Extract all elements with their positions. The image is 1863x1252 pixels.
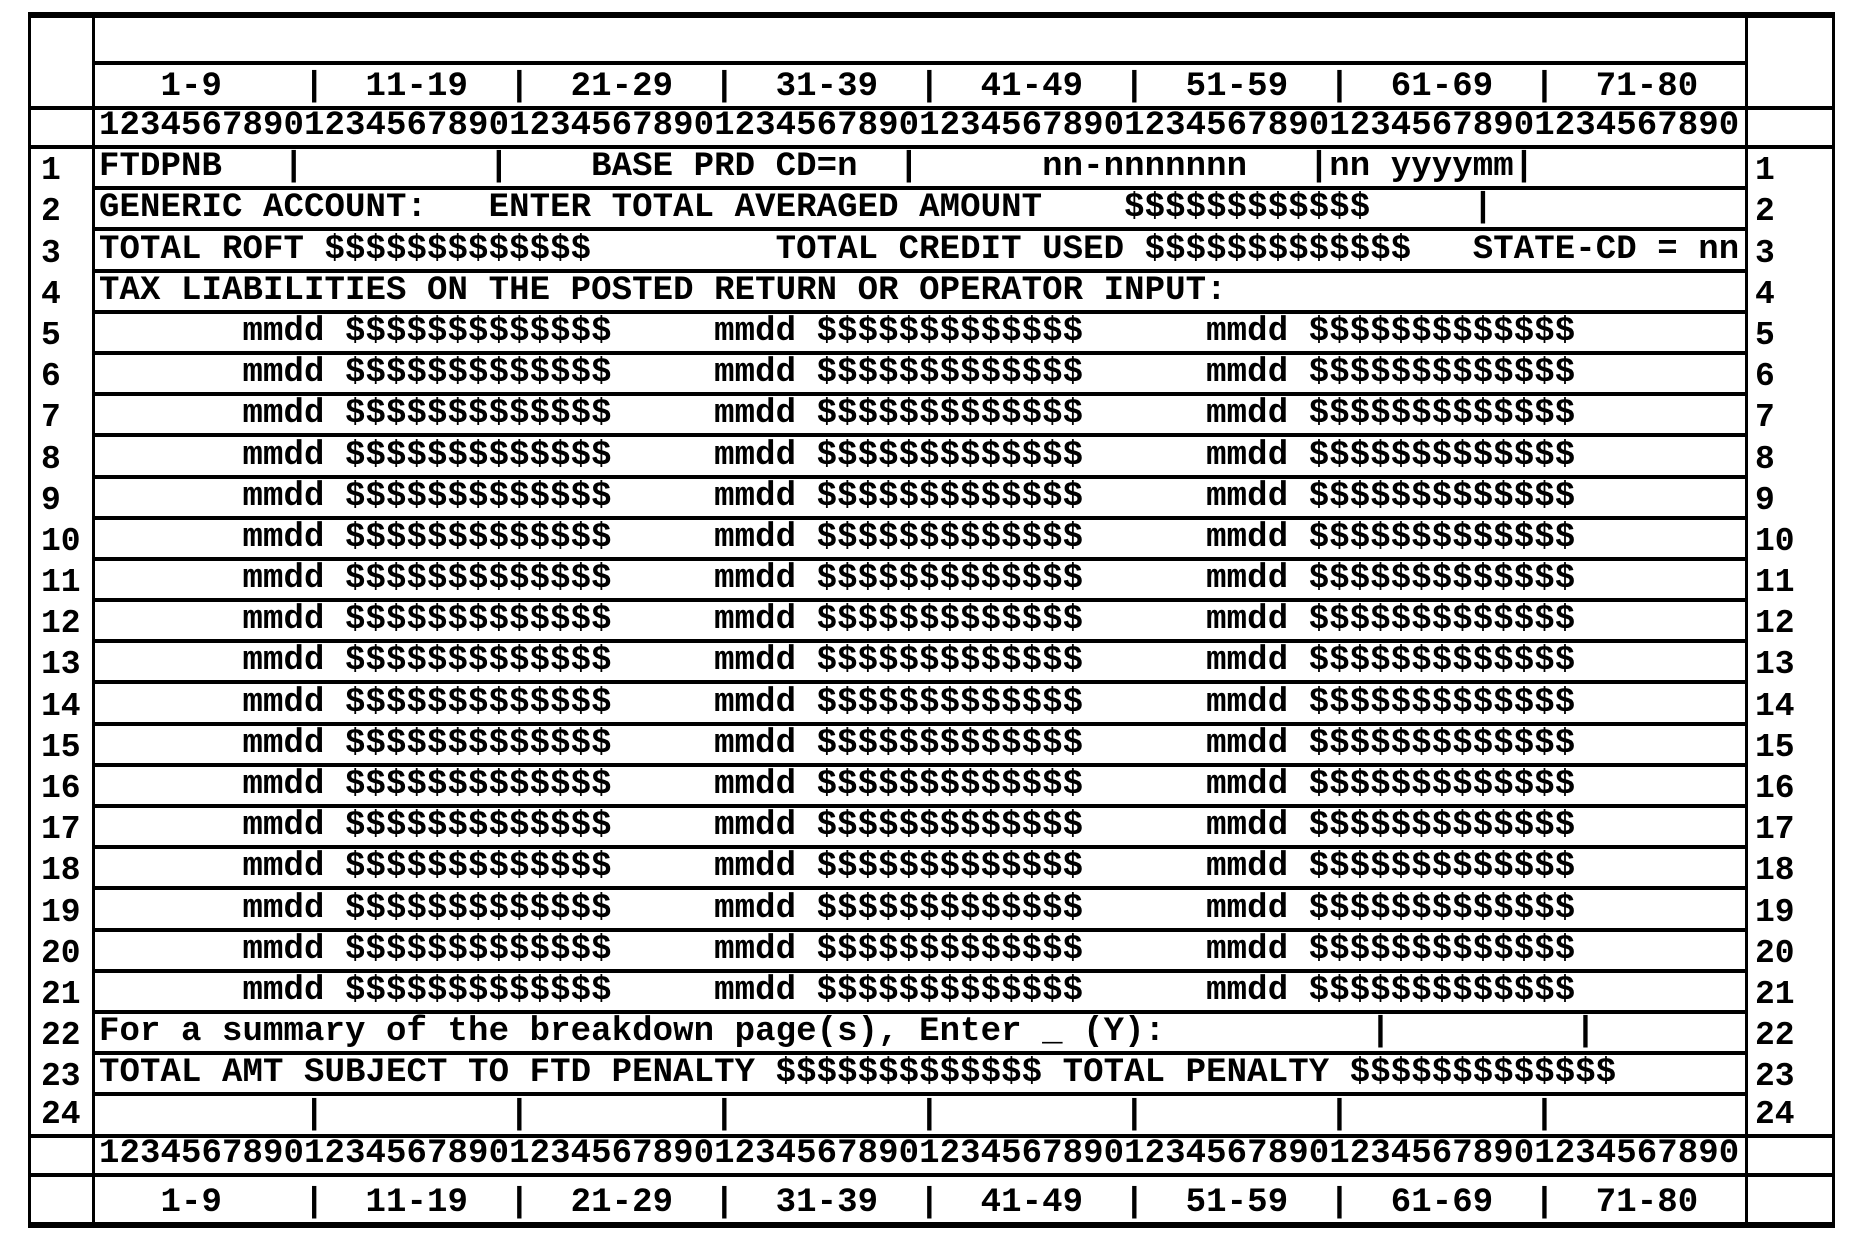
screen-row-content: For a summary of the breakdown page(s), Enter _ (Y): | |: [92, 1014, 1748, 1055]
column-group-header-bottom: [31, 1177, 1832, 1222]
row-number-left: [31, 110, 92, 145]
row-number-right: 24: [1755, 1096, 1795, 1133]
row-number-left: 17: [41, 811, 81, 849]
screen-row-content: mmdd $$$$$$$$$$$$$ mmdd $$$$$$$$$$$$$ mmdd $$$$$$$$$$$$$: [92, 355, 1748, 396]
screen-row-5: [31, 314, 1832, 355]
screen-row-7: [31, 396, 1832, 437]
row-number-right: 3: [1755, 234, 1775, 272]
row-number-left: 7: [41, 399, 61, 437]
top-margin-row: [31, 18, 1832, 65]
row-number-left: 14: [41, 687, 81, 725]
column-ruler-digits: 12345678901234567890123456789012345678901234567890123456789012345678901234567890: [92, 110, 1748, 145]
screen-row-content: mmdd $$$$$$$$$$$$$ mmdd $$$$$$$$$$$$$ mmdd $$$$$$$$$$$$$: [92, 684, 1748, 725]
screen-row-content: mmdd $$$$$$$$$$$$$ mmdd $$$$$$$$$$$$$ mmdd $$$$$$$$$$$$$: [92, 479, 1748, 520]
screen-row-content: mmdd $$$$$$$$$$$$$ mmdd $$$$$$$$$$$$$ mmdd $$$$$$$$$$$$$: [92, 602, 1748, 643]
row-number-left: 11: [41, 564, 81, 602]
row-number-right: 10: [1755, 522, 1795, 560]
row-number-right: 14: [1755, 687, 1795, 725]
row-number-left: 9: [41, 481, 61, 519]
row-number-right: 20: [1755, 934, 1795, 972]
layout-grid-table: [28, 12, 1835, 1228]
screen-row-14: [31, 684, 1832, 725]
screen-row-20: [31, 932, 1832, 973]
screen-row-content: mmdd $$$$$$$$$$$$$ mmdd $$$$$$$$$$$$$ mmdd $$$$$$$$$$$$$: [92, 643, 1748, 684]
screen-row-2: [31, 190, 1832, 231]
row-number-left: 5: [41, 316, 61, 354]
row-number-left: 16: [41, 770, 81, 807]
row-number-left: 2: [41, 193, 61, 231]
row-number-left: 6: [41, 358, 61, 396]
row-number-right: 8: [1755, 440, 1775, 478]
row-number-right: 7: [1755, 399, 1775, 437]
screen-row-24: [31, 1096, 1832, 1137]
row-number-left: [31, 1138, 92, 1173]
row-number-left: 12: [41, 605, 81, 643]
screen-row-content: mmdd $$$$$$$$$$$$$ mmdd $$$$$$$$$$$$$ mmdd $$$$$$$$$$$$$: [92, 767, 1748, 808]
screen-row-content: mmdd $$$$$$$$$$$$$ mmdd $$$$$$$$$$$$$ mmdd $$$$$$$$$$$$$: [92, 396, 1748, 437]
row-number-right: [1748, 1177, 1832, 1222]
screen-row-content: mmdd $$$$$$$$$$$$$ mmdd $$$$$$$$$$$$$ mmdd $$$$$$$$$$$$$: [92, 520, 1748, 561]
screen-row-content: TOTAL ROFT $$$$$$$$$$$$$ TOTAL CREDIT USED $$$$$$$$$$$$$ STATE-CD = nn: [92, 231, 1748, 272]
screen-row-19: [31, 890, 1832, 931]
row-number-left: 22: [41, 1017, 81, 1055]
screen-row-4: [31, 273, 1832, 314]
screen-row-17: [31, 808, 1832, 849]
row-number-left: 20: [41, 934, 81, 972]
column-ruler-top: [31, 110, 1832, 149]
row-number-right: 15: [1755, 728, 1795, 766]
row-number-left: 15: [41, 728, 81, 766]
screen-row-21: [31, 973, 1832, 1014]
screen-row-11: [31, 561, 1832, 602]
screen-row-content: mmdd $$$$$$$$$$$$$ mmdd $$$$$$$$$$$$$ mmdd $$$$$$$$$$$$$: [92, 561, 1748, 602]
row-number-right: 19: [1755, 893, 1795, 931]
screen-row-22: [31, 1014, 1832, 1055]
screen-row-content: mmdd $$$$$$$$$$$$$ mmdd $$$$$$$$$$$$$ mmdd $$$$$$$$$$$$$: [92, 726, 1748, 767]
blank-line: [92, 18, 1748, 65]
column-group-header-top: [31, 65, 1832, 110]
row-number-left: [31, 18, 92, 65]
row-number-right: [1748, 110, 1832, 145]
row-number-right: 2: [1755, 193, 1775, 231]
row-number-right: 21: [1755, 975, 1795, 1013]
screen-row-1: [31, 149, 1832, 190]
row-number-left: 19: [41, 893, 81, 931]
screen-row-10: [31, 520, 1832, 561]
screen-row-content: GENERIC ACCOUNT: ENTER TOTAL AVERAGED AMOUNT $$$$$$$$$$$$ |: [92, 190, 1748, 231]
row-number-left: 8: [41, 440, 61, 478]
screen-row-18: [31, 849, 1832, 890]
row-number-left: [31, 65, 92, 106]
row-number-right: [1748, 65, 1832, 106]
row-number-right: 1: [1755, 152, 1775, 190]
screen-row-16: [31, 767, 1832, 808]
row-number-right: 16: [1755, 770, 1795, 807]
screen-row-9: [31, 479, 1832, 520]
screen-row-content: mmdd $$$$$$$$$$$$$ mmdd $$$$$$$$$$$$$ mmdd $$$$$$$$$$$$$: [92, 437, 1748, 478]
row-number-right: 17: [1755, 811, 1795, 849]
row-number-left: 3: [41, 234, 61, 272]
screen-row-content: mmdd $$$$$$$$$$$$$ mmdd $$$$$$$$$$$$$ mmdd $$$$$$$$$$$$$: [92, 932, 1748, 973]
screen-row-content: | | | | | | |: [92, 1096, 1748, 1133]
row-number-left: 21: [41, 975, 81, 1013]
screen-row-content: TAX LIABILITIES ON THE POSTED RETURN OR OPERATOR INPUT:: [92, 273, 1748, 314]
row-number-left: 4: [41, 275, 61, 313]
screen-row-content: mmdd $$$$$$$$$$$$$ mmdd $$$$$$$$$$$$$ mmdd $$$$$$$$$$$$$: [92, 890, 1748, 931]
screen-row-12: [31, 602, 1832, 643]
row-number-right: 13: [1755, 646, 1795, 684]
row-number-left: 13: [41, 646, 81, 684]
column-ruler-digits: 12345678901234567890123456789012345678901234567890123456789012345678901234567890: [92, 1138, 1748, 1173]
column-ruler-bottom: [31, 1138, 1832, 1177]
screen-row-6: [31, 355, 1832, 396]
screen-row-content: mmdd $$$$$$$$$$$$$ mmdd $$$$$$$$$$$$$ mmdd $$$$$$$$$$$$$: [92, 973, 1748, 1014]
row-number-right: 18: [1755, 852, 1795, 890]
row-number-left: 24: [41, 1096, 81, 1133]
screen-row-23: [31, 1055, 1832, 1096]
row-number-left: [31, 1177, 92, 1222]
screen-row-15: [31, 726, 1832, 767]
screen-row-content: mmdd $$$$$$$$$$$$$ mmdd $$$$$$$$$$$$$ mmdd $$$$$$$$$$$$$: [92, 808, 1748, 849]
screen-row-content: FTDPNB | | BASE PRD CD=n | nn-nnnnnnn |nn yyyymm|: [92, 149, 1748, 190]
row-number-right: [1748, 18, 1832, 65]
row-number-right: 22: [1755, 1017, 1795, 1055]
screen-row-content: mmdd $$$$$$$$$$$$$ mmdd $$$$$$$$$$$$$ mmdd $$$$$$$$$$$$$: [92, 314, 1748, 355]
row-number-left: 18: [41, 852, 81, 890]
column-group-labels: 1-9 | 11-19 | 21-29 | 31-39 | 41-49 | 51-59 | 61-69 | 71-80: [92, 65, 1748, 106]
screen-row-content: TOTAL AMT SUBJECT TO FTD PENALTY $$$$$$$$$$$$$ TOTAL PENALTY $$$$$$$$$$$$$: [92, 1055, 1748, 1096]
row-number-right: 5: [1755, 316, 1775, 354]
screen-row-13: [31, 643, 1832, 684]
row-number-right: 23: [1755, 1058, 1795, 1096]
row-number-right: [1748, 1138, 1832, 1173]
screen-row-3: [31, 231, 1832, 272]
row-number-left: 10: [41, 522, 81, 560]
row-number-right: 6: [1755, 358, 1775, 396]
row-number-left: 23: [41, 1058, 81, 1096]
row-number-left: 1: [41, 152, 61, 190]
row-number-right: 4: [1755, 275, 1775, 313]
row-number-right: 12: [1755, 605, 1795, 643]
screen-row-8: [31, 437, 1832, 478]
row-number-right: 9: [1755, 481, 1775, 519]
screen-row-content: mmdd $$$$$$$$$$$$$ mmdd $$$$$$$$$$$$$ mmdd $$$$$$$$$$$$$: [92, 849, 1748, 890]
column-group-labels: 1-9 | 11-19 | 21-29 | 31-39 | 41-49 | 51-59 | 61-69 | 71-80: [92, 1177, 1748, 1222]
row-number-right: 11: [1755, 564, 1795, 602]
